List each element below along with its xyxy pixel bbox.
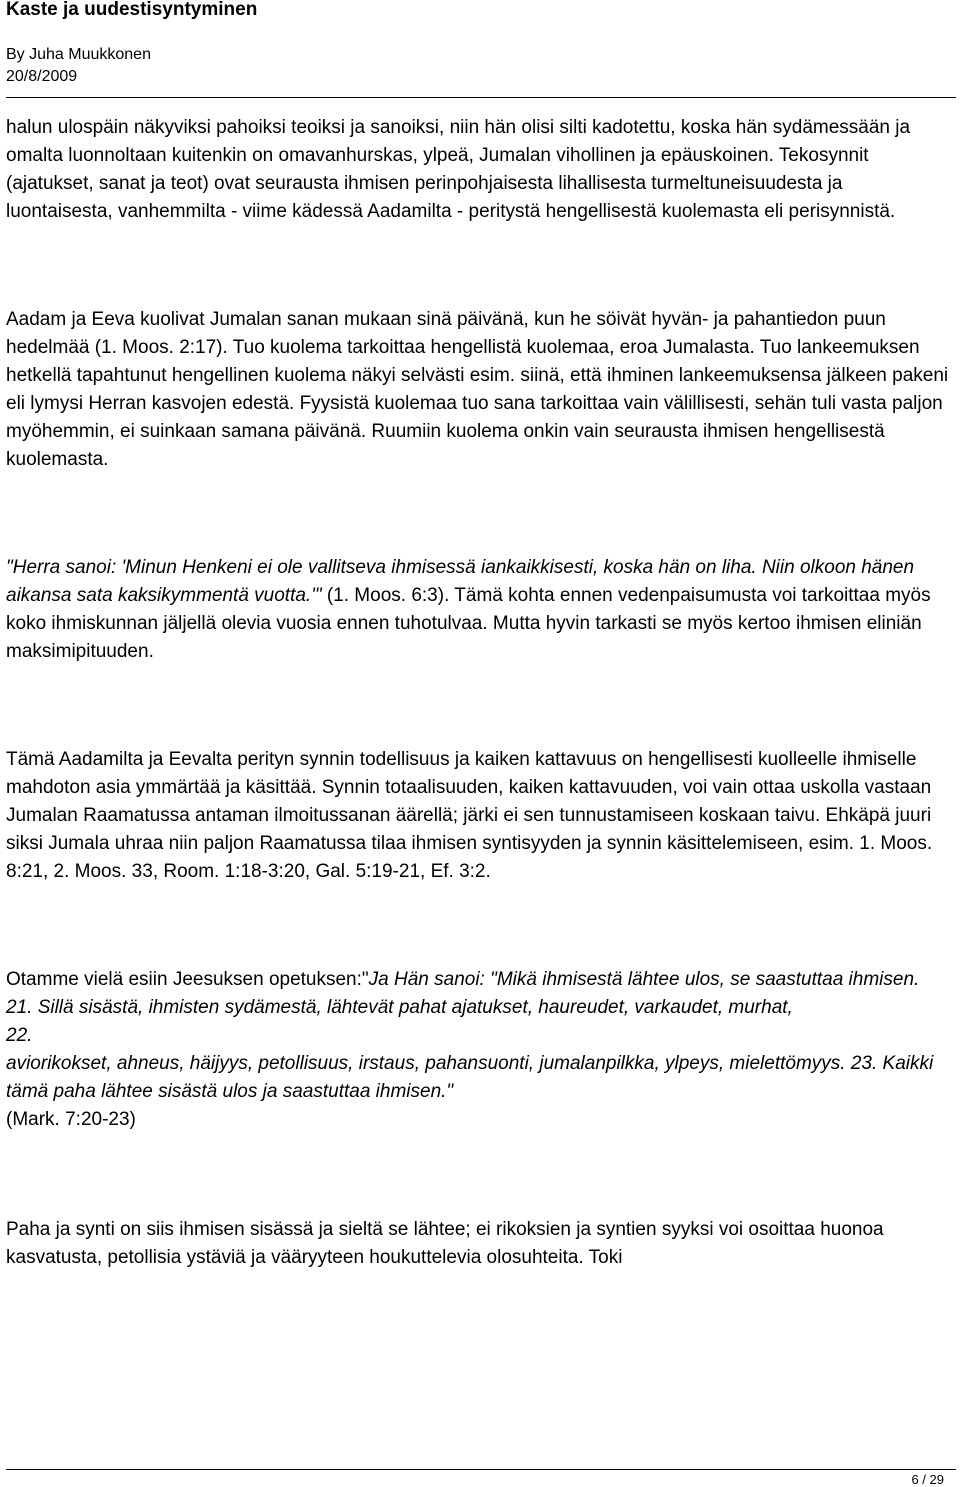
paragraph-5-intro: Otamme vielä esiin Jeesuksen opetuksen:": [6, 969, 369, 990]
document-header: [6, 0, 956, 88]
page-number: 6 / 29: [911, 1472, 944, 1487]
scripture-quote-line-2: 21. Sillä sisästä, ihmisten sydämestä, lähtevät pahat ajatukset, haureudet, varkaudet, murhat,: [6, 997, 793, 1018]
document-body: [6, 114, 951, 1272]
paragraph-1: halun ulospäin näkyviksi pahoiksi teoiksi ja sanoiksi, niin hän olisi silti kadotettu, koska hän sydämessään ja omalta luonnoltaan kuitenkin on omavanhurskas, ylpeä, Jumalan vihollinen ja epäuskoinen. Tekosynnit (ajatukset, sanat ja teot) ovat seurausta ihmisen perinpohjaisesta lihallisesta turmeltuneisuudesta ja luontaisesta, vanhemmilta - viime kädessä Aadamilta - peritystä hengellisestä kuolemasta eli perisynnistä.: [6, 117, 911, 222]
paragraph-5-line-1: [6, 966, 951, 994]
paragraph-5: [6, 966, 951, 1134]
paragraph-6: Paha ja synti on siis ihmisen sisässä ja sieltä se lähtee; ei rikoksien ja syntien syyksi voi osoittaa huonoa kasvatusta, petollisia ystäviä ja vääryyteen houkuttelevia olosuhteita. Toki: [6, 1219, 884, 1268]
document-title: Kaste ja uudestisyntyminen: [6, 0, 258, 20]
footer-divider: [6, 1469, 956, 1470]
paragraph-4: Tämä Aadamilta ja Eevalta perityn synnin todellisuus ja kaiken kattavuus on hengellisesti kuolleelle ihmiselle mahdoton asia ymmärtää ja käsittää. Synnin totaalisuuden, kaiken kattavuuden, voi vain ottaa uskolla vastaan Jumalan Raamatussa antaman ilmoitussanan äärellä; järki ei sen tunnustamiseen koskaan taivu. Ehkäpä juuri siksi Jumala uhraa niin paljon Raamatussa tilaa ihmisen syntisyyden ja synnin käsittelemiseen, esim. 1. Moos. 8:21, 2. Moos. 33, Room. 1:18-3:20, Gal. 5:19-21, Ef. 3:2.: [6, 749, 933, 882]
scripture-quote-line-3: 22.: [6, 1025, 33, 1046]
paragraph-3: [6, 554, 951, 666]
scripture-quote-line-4: aviorikokset, ahneus, häijyys, petollisuus, irstaus, pahansuonti, jumalanpilkka, ylpeys, mielettömyys. 23. Kaikki tämä paha lähtee sisästä ulos ja saastuttaa ihmisen.": [6, 1053, 934, 1102]
scripture-quote: "Herra sanoi: 'Minun Henkeni ei ole vallitseva ihmisessä iankaikkisesti, koska hän on liha. Niin olkoon hänen aikansa sata kaksikymmentä vuotta.'": [6, 557, 915, 606]
paragraph-2: Aadam ja Eeva kuolivat Jumalan sanan mukaan sinä päivänä, kun he söivät hyvän- ja pahantiedon puun hedelmää (1. Moos. 2:17). Tuo kuolema tarkoittaa hengellistä kuolemaa, eroa Jumalasta. Tuo lankeemuksen hetkellä tapahtunut hengellinen kuolema näkyi selvästi esim. siinä, että ihminen lankeemuksensa jälkeen pakeni eli lymysi Herran kasvojen edestä. Fyysistä kuolemaa tuo sana tarkoittaa vain välillisesti, sehän tuli vasta paljon myöhemmin, ei suinkaan samana päivänä. Ruumiin kuolema onkin vain seurausta ihmisen hengellisestä kuolemasta.: [6, 309, 949, 470]
author-line: By Juha Muukkonen: [6, 46, 151, 63]
scripture-quote-line-1: Ja Hän sanoi: "Mikä ihmisestä lähtee ulos, se saastuttaa ihmisen.: [368, 969, 920, 990]
date-line: 20/8/2009: [6, 68, 78, 85]
header-divider: [6, 97, 956, 98]
scripture-reference: (Mark. 7:20-23): [6, 1109, 136, 1130]
paragraph-3-text: (1. Moos. 6:3). Tämä kohta ennen vedenpaisumusta voi tarkoittaa myös koko ihmiskunnan jäljellä olevia vuosia ennen tuhotulvaa. Mutta hyvin tarkasti se myös kertoo ihmisen eliniän maksimipituuden.: [6, 585, 931, 662]
